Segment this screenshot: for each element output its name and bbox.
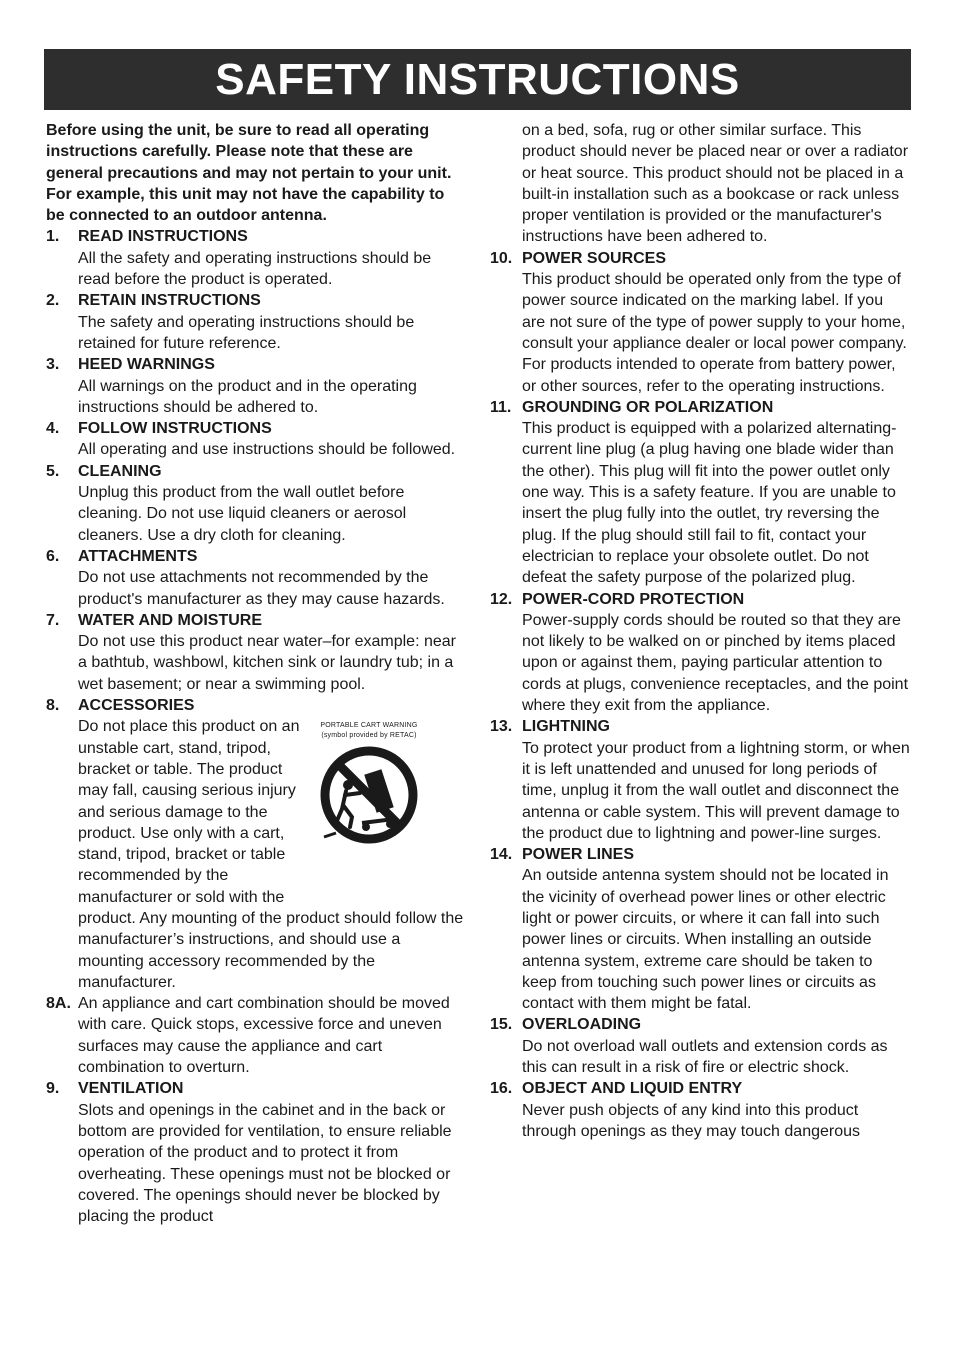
left-column [46,120,464,1227]
item-text: Do not use this product near water–for example: near a bathtub, washbowl, kitchen sink or laundry tub; in a wet basement; or near a swimming pool. [78,633,456,693]
item-number: 12. [490,590,513,608]
item-text: Slots and openings in the cabinet and in the back or bottom are provided for ventilation, to ensure reliable operation of the product and to protect it from overheating. These openings must not be blocked or covered. The openings should never be blocked by placing the product [78,1101,452,1226]
instruction-item-7 [46,610,464,695]
item-number: 15. [490,1016,513,1034]
item-text: An appliance and cart combination should be moved with care. Quick stops, excessive force and uneven surfaces may cause the appliance and cart combination to overturn. [78,995,450,1077]
item-heading: VENTILATION [78,1080,184,1098]
instruction-item-15 [490,1014,910,1078]
figure-caption-title: PORTABLE CART WARNING [320,722,418,730]
item-number: 6. [46,547,60,565]
item-number: 10. [490,249,513,267]
item-number: 7. [46,611,60,629]
item-heading: ATTACHMENTS [78,547,198,565]
item-heading: GROUNDING OR POLARIZATION [522,398,774,416]
intro-paragraph: Before using the unit, be sure to read all operating instructions carefully. Please note that these are general precautions and may not pertain to your unit. For example, this unit may not have the capability to be connected to an outdoor antenna. [46,122,452,225]
item-heading: WATER AND MOISTURE [78,611,262,629]
item-number: 3. [46,356,60,374]
item-text: This product should be operated only from the type of power source indicated on the marking label. If you are not sure of the type of power supply to your home, consult your appliance dealer or local power company. For products intended to operate from battery power, or other sources, refer to the operating instructions. [522,271,907,395]
item-number: 8. [46,697,60,715]
item-text: Power-supply cords should be routed so that they are not likely to be walked on or pinched by items placed upon or against them, paying particular attention to cords at plugs, convenience receptacles, and the point where they exit from the appliance. [522,611,909,715]
item-heading: POWER-CORD PROTECTION [522,590,745,608]
item-text-wide: product. Any mounting of the product should follow the manufacturer’s instructions, and should use a mounting accessory recommended by the manufacturer. [78,909,464,991]
instruction-item-3 [46,354,464,418]
item-heading: FOLLOW INSTRUCTIONS [78,420,272,438]
item-heading: OBJECT AND LIQUID ENTRY [522,1080,743,1098]
instruction-item-11 [490,397,910,589]
item-text: To protect your product from a lightning storm, or when it is left unattended and unused for long periods of time, unplug it from the wall outlet and disconnect the antenna or cable system. This will prevent damage to the product due to lightning and power-line surges. [522,739,910,842]
item-heading: POWER SOURCES [522,249,667,267]
instruction-item-10 [490,248,910,397]
instruction-item-14 [490,844,910,1014]
instruction-item-8a [46,993,464,1078]
instruction-item-2 [46,290,464,354]
item-text: Do not overload wall outlets and extension cords as this can result in a risk of fire or electric shock. [522,1037,888,1077]
instruction-item-1 [46,226,464,290]
item-heading: RETAIN INSTRUCTIONS [78,292,261,310]
instruction-item-12 [490,589,910,717]
item-text: The safety and operating instructions should be retained for future reference. [78,313,415,352]
item-number: 2. [46,292,60,310]
item-number: 8A. [46,995,71,1013]
cart-warning-figure [309,721,429,851]
title-banner [44,49,911,110]
item-heading: READ INSTRUCTIONS [78,228,248,246]
item-text: Never push objects of any kind into this product through openings as they may touch dangerous [522,1101,861,1140]
right-column [490,120,910,1142]
item-text: Do not use attachments not recommended by the product's manufacturer as they may cause hazards. [78,569,445,608]
item-number: 11. [490,398,512,416]
item-text: Unplug this product from the wall outlet before cleaning. Do not use liquid cleaners or aerosol cleaners. Use a dry cloth for cleaning. [78,484,407,544]
instruction-item-9 [46,1078,464,1227]
no-cart-tipping-icon [314,745,424,845]
item-heading: CLEANING [78,462,162,480]
item-heading: HEED WARNINGS [78,356,215,374]
item-number: 1. [46,228,60,246]
instruction-item-4 [46,418,464,461]
item-text: All the safety and operating instructions should be read before the product is operated. [78,249,432,289]
item-text: All operating and use instructions should be followed. [78,441,456,459]
item-number: 14. [490,846,513,864]
item-number: 16. [490,1080,513,1098]
instruction-item-13 [490,716,910,844]
item-text: All warnings on the product and in the operating instructions should be adhered to. [78,377,417,416]
item-number: 4. [46,420,60,438]
instruction-item-8 [46,695,464,993]
instruction-item-5 [46,461,464,546]
item-number: 13. [490,718,513,736]
item-heading: LIGHTNING [522,718,610,736]
instruction-item-6 [46,546,464,610]
item-text-narrow: Do not place this product on an unstable cart, stand, tripod, bracket or table. The product may fall, causing serious injury and serious damage to the product. Use only with a cart, stand, tripod, bracket or table recommended by the manufacturer or sold with the [78,718,300,906]
item-text: An outside antenna system should not be located in the vicinity of overhead power lines or other electric light or power circuits, or where it can fall into such power lines or circuits. When installing an outside antenna system, extreme care should be taken to keep from touching such power lines or circuits as contact with them might be fatal. [522,867,889,1013]
item-number: 5. [46,462,60,480]
item-heading: OVERLOADING [522,1016,642,1034]
figure-caption-credit: (symbol provided by RETAC) [321,732,417,740]
item-9-continued-text: on a bed, sofa, rug or other similar surface. This product should never be placed near or over a radiator or heat source. This product should not be placed in a built-in installation such as a bookcase or rack unless proper ventilation is provided or the manufacturer's instructions have been adhered to. [522,122,909,246]
item-heading: ACCESSORIES [78,697,195,715]
item-number: 9. [46,1080,60,1098]
instruction-item-16 [490,1078,910,1142]
item-heading: POWER LINES [522,846,635,864]
item-text: This product is equipped with a polarized alternating-current line plug (a plug having one blade wider than the other). This plug will fit into the power outlet only one way. This is a safety feature. If you are unable to insert the plug fully into the outlet, try reversing the plug. If the plug should still fail to fit, contact your electrician to replace your obsolete outlet. Do not defeat the safety purpose of the polarized plug. [522,420,897,587]
page-title: SAFETY INSTRUCTIONS [215,54,740,104]
